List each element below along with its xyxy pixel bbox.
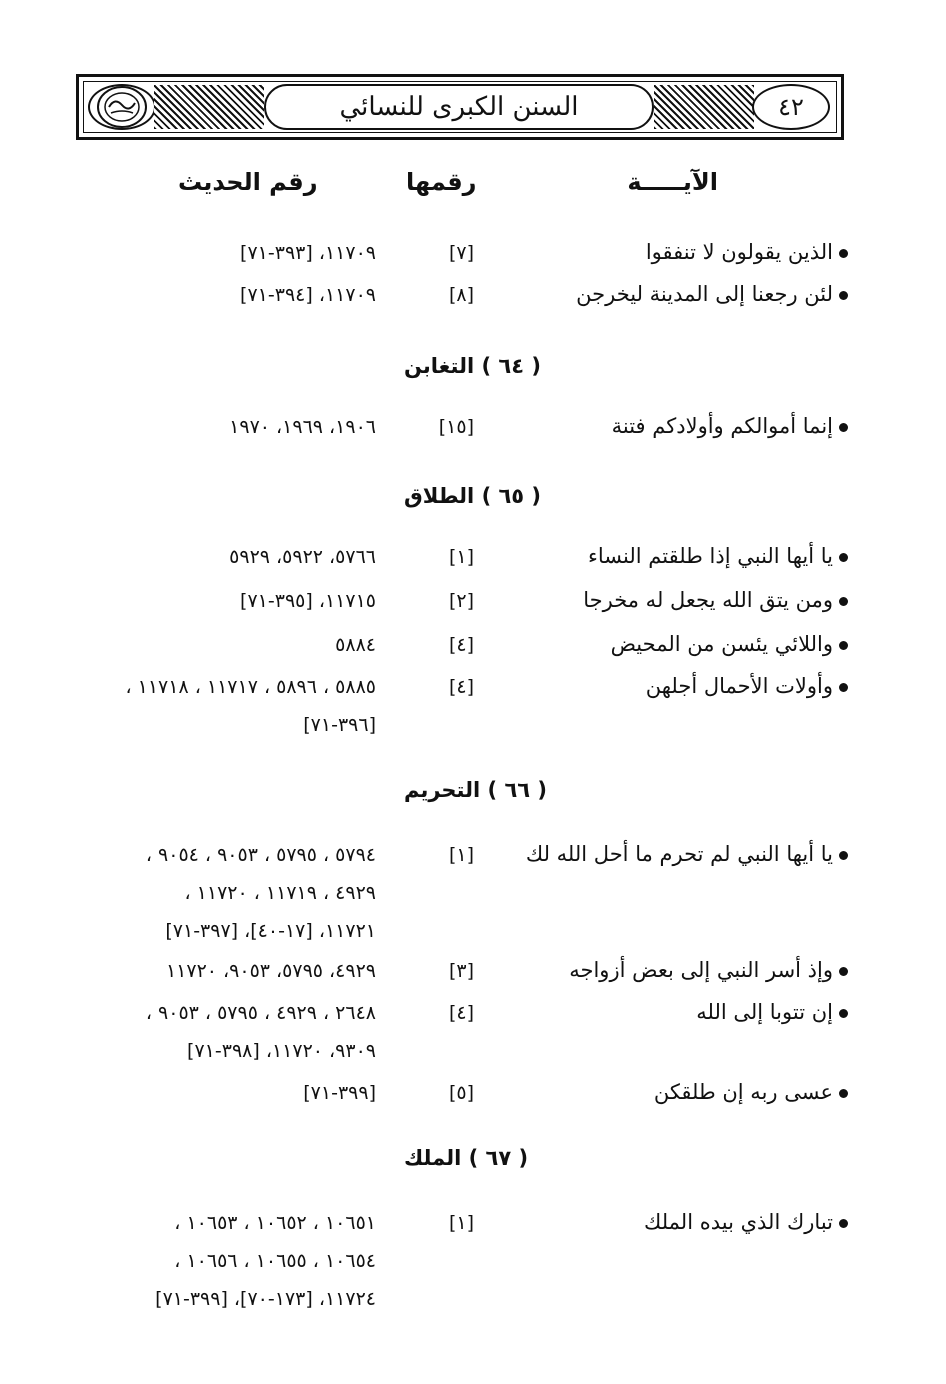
hadith-refs: ١١٧٢١، [١٧-٤٠]، [٣٩٧-٧١] [165,920,376,942]
verse-text [611,632,848,656]
verse-label: تبارك الذي بيده الملك [644,1210,833,1234]
header-ornament-right [654,85,754,129]
bullet-icon [839,249,848,258]
hadith-refs: ٢٦٤٨ ، ٤٩٢٩ ، ٥٧٩٥ ، ٩٠٥٣ ، [145,1002,376,1024]
verse-number: [٤] [448,634,474,656]
verse-text [576,282,848,306]
hadith-refs: ١١٧١٥، [٣٩٥-٧١] [240,590,376,612]
verse-label: ومن يتق الله يجعل له مخرجا [583,588,833,612]
verse-label: وإذ أسر النبي إلى بعض أزواجه [569,958,833,982]
page-number: ٤٢ [752,84,830,130]
verse-number: [١] [448,546,474,568]
verse-text [646,674,848,698]
verse-label: عسى ربه إن طلقكن [653,1080,833,1104]
verse-text [526,842,848,866]
verse-number: [٧] [448,242,474,264]
bullet-icon [839,291,848,300]
hadith-refs: ٥٨٨٤ [335,634,376,656]
surah-heading: ( ٦٧ ) الملك [404,1146,529,1170]
verse-text [646,240,848,264]
hadith-refs: ٤٩٢٩ ، ١١٧١٩ ، ١١٧٢٠ ، [184,882,376,904]
verse-number: [٤] [448,1002,474,1024]
hadith-refs: ١٩٠٦، ١٩٦٩، ١٩٧٠ [229,416,376,438]
page-header [76,74,844,140]
hadith-refs: ٤٩٢٩، ٥٧٩٥، ٩٠٥٣، ١١٧٢٠ [165,960,376,982]
surah-heading: ( ٦٤ ) التغابن [404,354,541,378]
bullet-icon [839,597,848,606]
verse-number: [١] [448,844,474,866]
hadith-refs: ١٠٦٥١ ، ١٠٦٥٢ ، ١٠٦٥٣ ، [174,1212,376,1234]
hadith-refs: ١١٧٠٩، [٣٩٤-٧١] [240,284,376,306]
header-frame [83,81,837,133]
verse-text [588,544,848,568]
bullet-icon [839,423,848,432]
verse-text [654,1080,848,1104]
book-title: السنن الكبرى للنسائي [264,84,654,130]
bullet-icon [839,641,848,650]
verse-label: واللائي يئسن من المحيض [610,632,833,656]
verse-number: [٨] [448,284,474,306]
hadith-refs: ٥٨٨٥ ، ٥٨٩٦ ، ١١٧١٧ ، ١١٧١٨ ، [125,676,376,698]
hadith-refs: [٣٩٦-٧١] [303,714,376,736]
bullet-icon [839,967,848,976]
verse-text [644,1210,848,1234]
verse-label: يا أيها النبي لم تحرم ما أحل الله لك [525,842,833,866]
verse-number: [٢] [448,590,474,612]
verse-text [696,1000,848,1024]
verse-number: [١] [448,1212,474,1234]
verse-label: وأولات الأحمال أجلهن [645,674,833,698]
verse-label: الذين يقولون لا تنفقوا [645,240,833,264]
verse-number: [١٥] [438,416,474,438]
header-ornament-left [154,85,264,129]
hadith-refs: ١١٧٢٤، [١٧٣-٧٠]، [٣٩٩-٧١] [155,1288,376,1310]
bullet-icon [839,1219,848,1228]
bullet-icon [839,553,848,562]
hadith-refs: ١٠٦٥٤ ، ١٠٦٥٥ ، ١٠٦٥٦ ، [174,1250,376,1272]
hadith-refs: ٩٣٠٩، ١١٧٢٠، [٣٩٨-٧١] [187,1040,376,1062]
verse-number: [٤] [448,676,474,698]
verse-number: [٣] [448,960,474,982]
surah-heading: ( ٦٥ ) الطلاق [404,484,542,508]
publisher-seal [88,84,156,130]
hadith-refs: ٥٧٦٦، ٥٩٢٢، ٥٩٢٩ [229,546,376,568]
hadith-refs: [٣٩٩-٧١] [303,1082,376,1104]
verse-text [569,958,848,982]
column-header-verse: الآيـــــة [627,168,718,196]
surah-heading: ( ٦٦ ) التحريم [404,778,547,802]
column-header-number: رقمها [406,168,477,196]
hadith-refs: ٥٧٩٤ ، ٥٧٩٥ ، ٩٠٥٣ ، ٩٠٥٤ ، [145,844,376,866]
bullet-icon [839,851,848,860]
verse-label: إن تتوبا إلى الله [696,1000,833,1024]
bullet-icon [839,1009,848,1018]
verse-label: يا أيها النبي إذا طلقتم النساء [588,544,833,568]
verse-number: [٥] [448,1082,474,1104]
verse-label: لئن رجعنا إلى المدينة ليخرجن [576,282,833,306]
hadith-refs: ١١٧٠٩، [٣٩٣-٧١] [240,242,376,264]
verse-text [612,414,848,438]
column-header-hadith: رقم الحديث [178,168,318,196]
verse-text [583,588,848,612]
seal-ornament-icon [95,83,149,131]
verse-label: إنما أموالكم وأولادكم فتنة [611,414,833,438]
bullet-icon [839,1089,848,1098]
bullet-icon [839,683,848,692]
